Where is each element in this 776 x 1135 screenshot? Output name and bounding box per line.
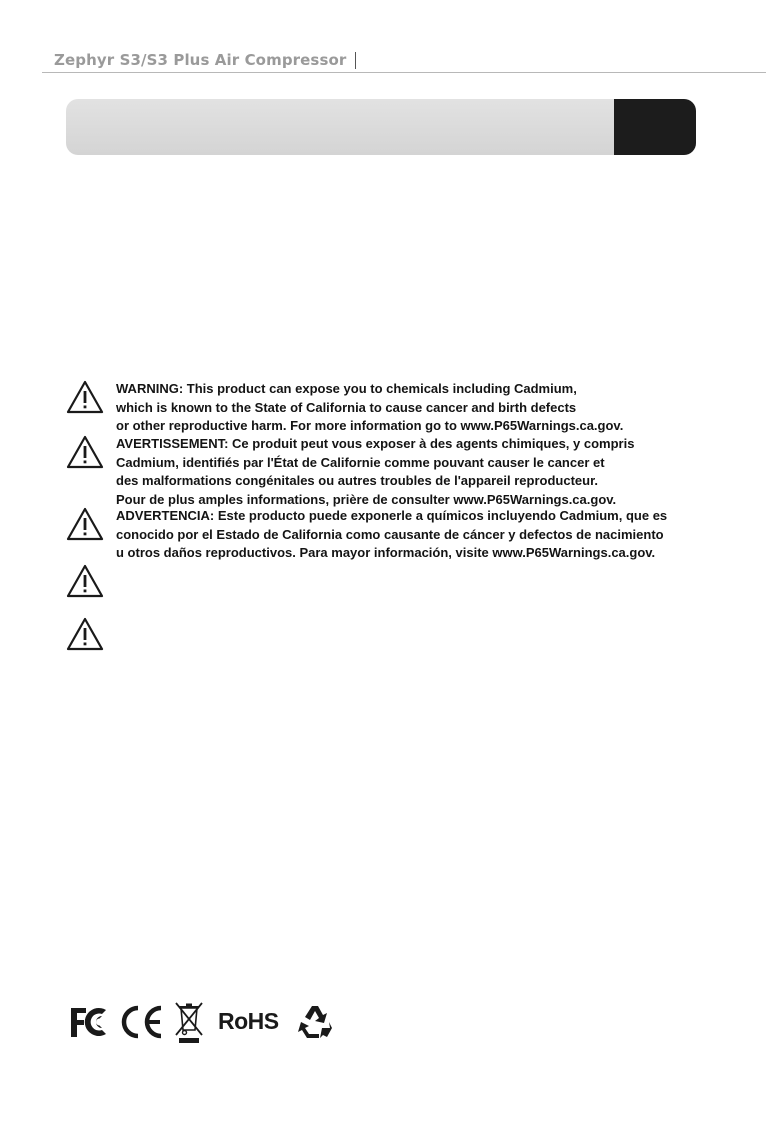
warning-line: or other reproductive harm. For more information go to www.P65Warnings.ca.gov. xyxy=(116,418,624,433)
rohs-logo: RoHS xyxy=(218,1008,279,1034)
warning-line: u otros daños reproductivos. Para mayor información, visite www.P65Warnings.ca.gov. xyxy=(116,545,656,560)
warning-text xyxy=(116,435,716,509)
warning-triangle-icon xyxy=(66,617,104,651)
warning-line: ADVERTENCIA: Este producto puede exponerle a químicos incluyendo Cadmium, que es xyxy=(116,508,668,523)
warning-text xyxy=(116,507,716,563)
warning-line: des malformations congénitales ou autres troubles de l'appareil reproducteur. xyxy=(116,473,599,488)
weee-crossed-bin-icon xyxy=(172,1000,206,1044)
warning-text xyxy=(116,380,716,436)
warning-line: conocido por el Estado de California como causante de cáncer y defectos de nacimiento xyxy=(116,526,664,542)
page-header xyxy=(54,48,356,72)
header-separator xyxy=(355,52,356,69)
product-title: Zephyr S3/S3 Plus Air Compressor xyxy=(54,51,347,69)
warning-line: WARNING: This product can expose you to chemicals including Cadmium, xyxy=(116,381,577,396)
recycle-icon xyxy=(296,1002,336,1042)
section-tab xyxy=(614,99,696,155)
warning-triangle-icon xyxy=(66,507,104,541)
warning-triangle-icon xyxy=(66,380,104,414)
warning-line: Pour de plus amples informations, prière de consulter www.P65Warnings.ca.gov. xyxy=(116,491,617,507)
warning-triangle-icon xyxy=(66,435,104,469)
ce-logo-icon xyxy=(120,1004,164,1040)
warning-triangle-icon xyxy=(66,564,104,598)
fcc-logo-icon xyxy=(68,1004,114,1040)
warning-line: AVERTISSEMENT: Ce produit peut vous exposer à des agents chimiques, y compris xyxy=(116,436,635,451)
header-rule xyxy=(42,72,766,73)
warning-line: which is known to the State of California to cause cancer and birth defects xyxy=(116,399,577,415)
warning-line: Cadmium, identifiés par l'État de Californie comme pouvant causer le cancer et xyxy=(116,454,605,470)
section-banner xyxy=(66,99,696,155)
